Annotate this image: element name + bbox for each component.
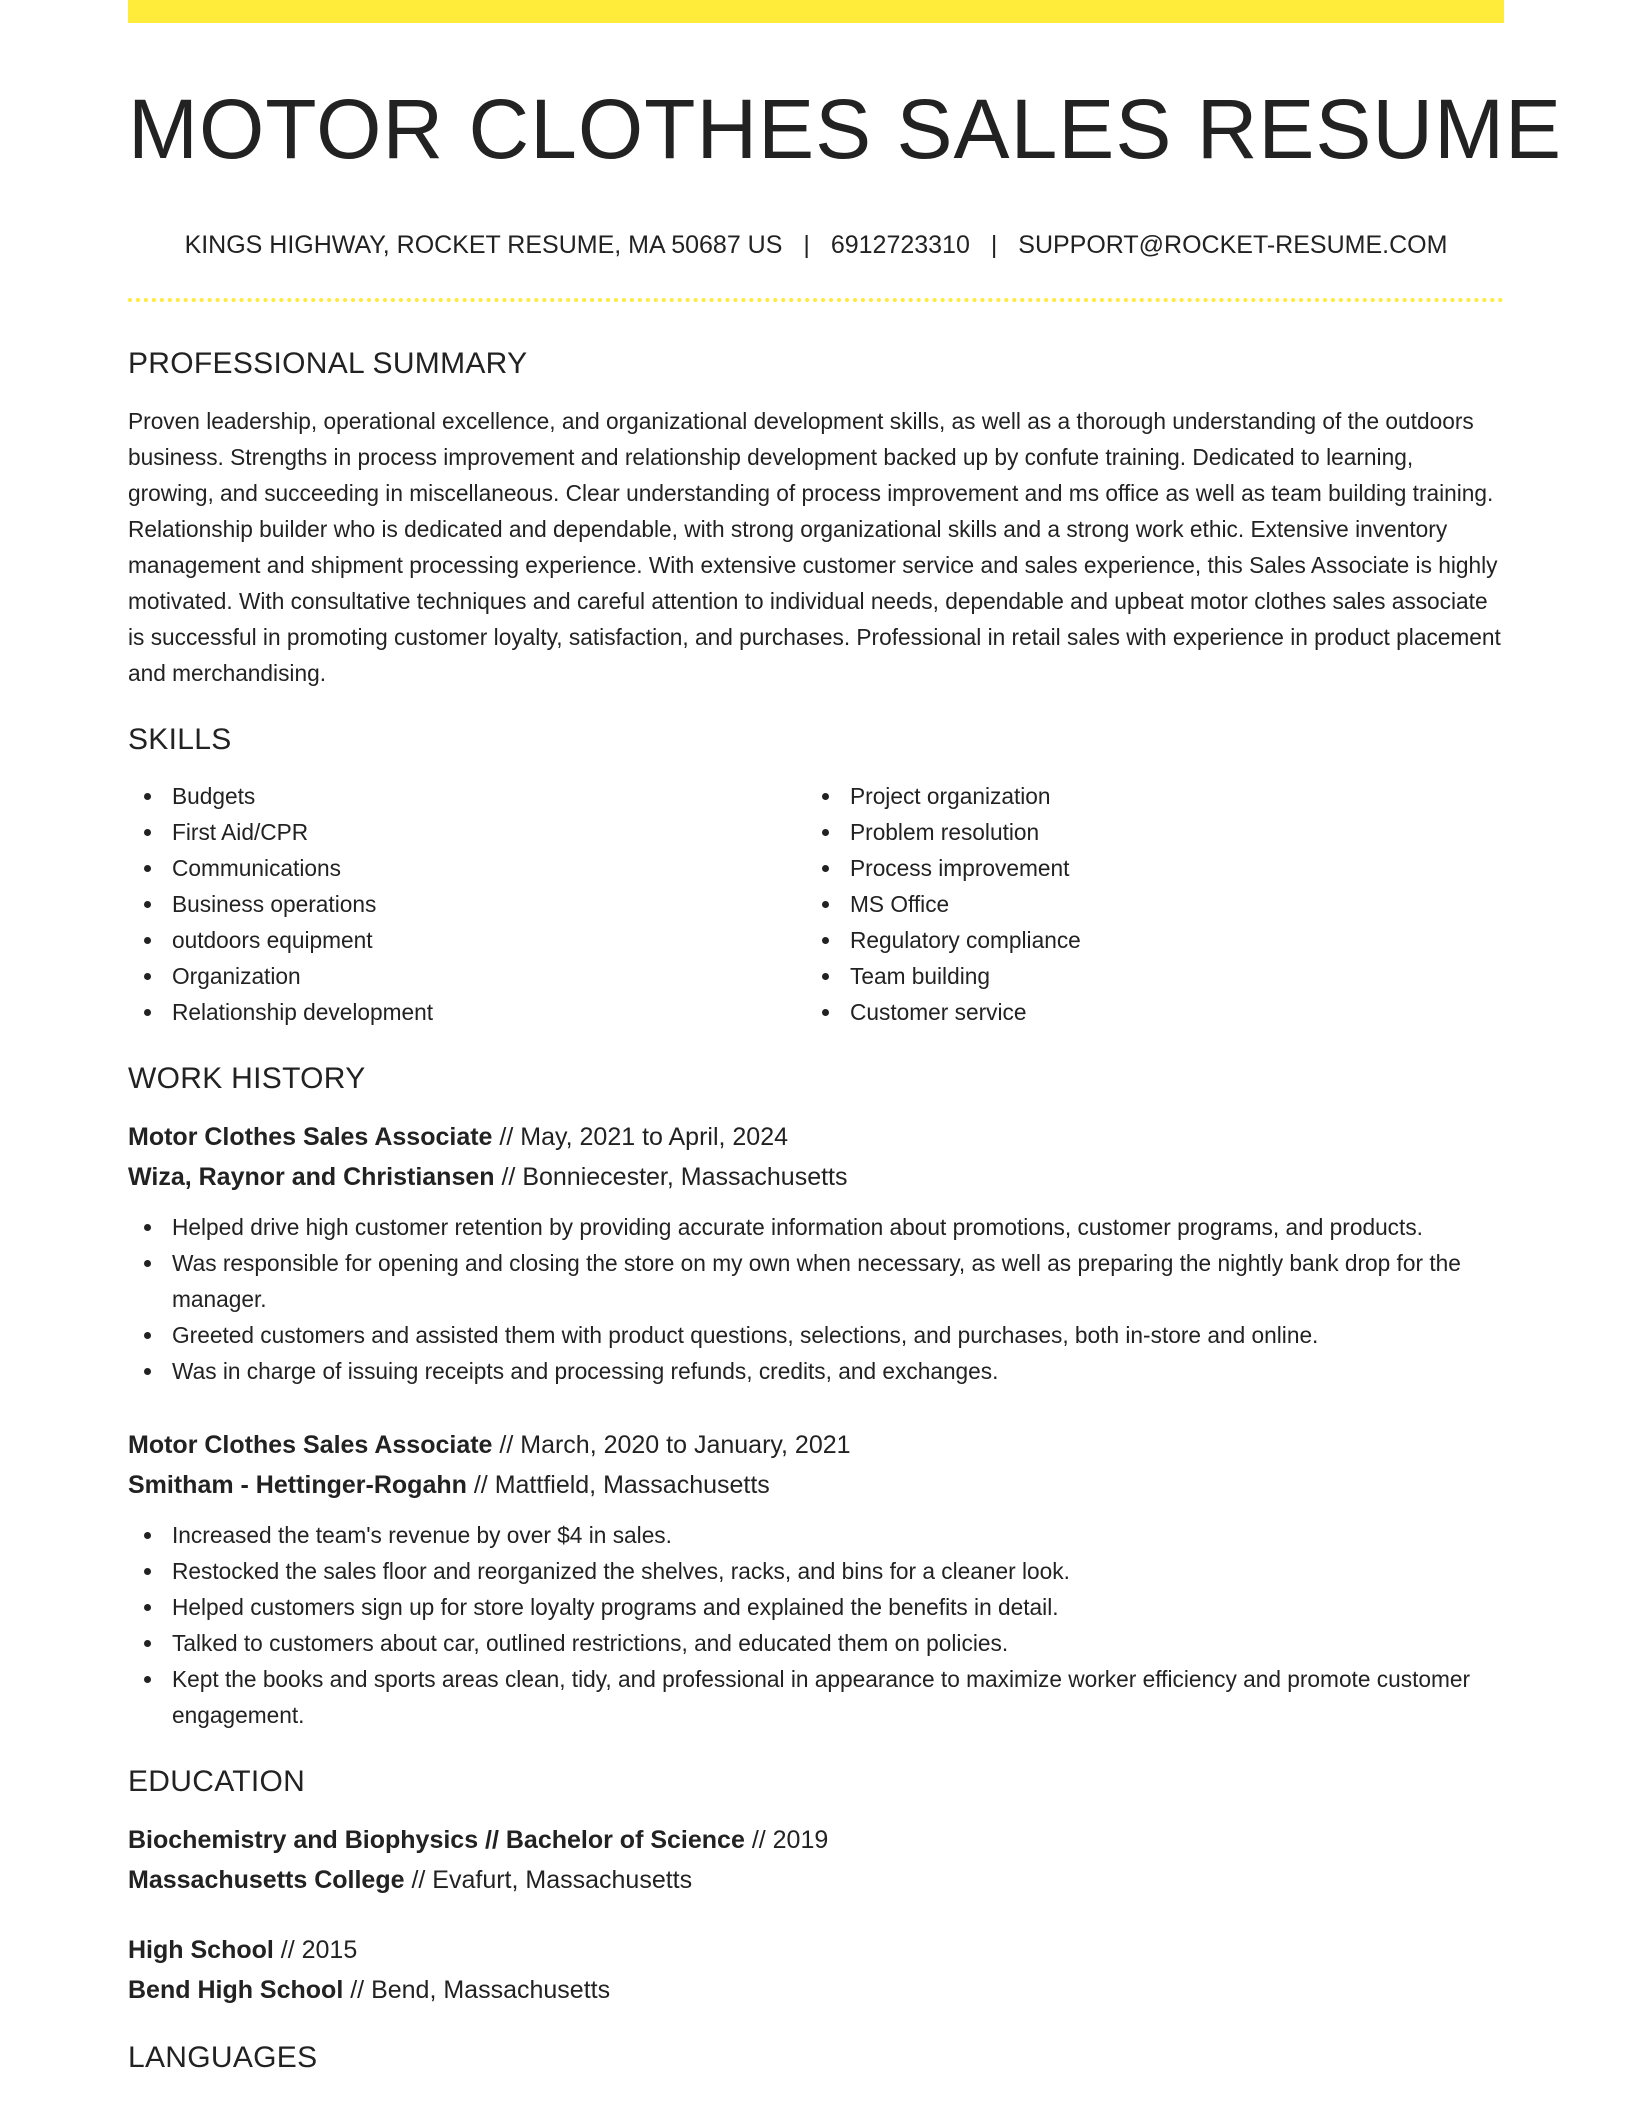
dotted-divider [128,298,1504,302]
skill-item: Budgets [128,778,806,814]
skill-item: Customer service [806,994,1484,1030]
job-duties [128,1517,1504,1733]
section-title-skills: SKILLS [128,723,232,756]
skill-item: outdoors equipment [128,922,806,958]
duty-item: Greeted customers and assisted them with product questions, selections, and purchases, both in-store and online. [128,1317,1504,1353]
skill-item: First Aid/CPR [128,814,806,850]
section-title-summary: PROFESSIONAL SUMMARY [128,347,528,380]
skill-item: Organization [128,958,806,994]
education-degree-line [128,1820,1504,1860]
job-location: // Bonniecester, Massachusetts [501,1163,848,1191]
skill-item: Regulatory compliance [806,922,1484,958]
education-entry [128,1820,1504,1900]
resume-page [128,0,1563,2076]
duty-item: Increased the team's revenue by over $4 in sales. [128,1517,1504,1553]
job-entry [128,1425,1504,1733]
job-company-line [128,1157,1504,1197]
job-company: Smitham - Hettinger-Rogahn [128,1471,467,1499]
skill-item: MS Office [806,886,1484,922]
education-school: Massachusetts College [128,1866,405,1894]
skill-item: Project organization [806,778,1484,814]
skill-item: Business operations [128,886,806,922]
job-role-line [128,1425,1504,1465]
contact-separator: | [990,231,998,259]
job-role-line [128,1117,1504,1157]
education-school-line [128,1860,1504,1900]
job-dates: // May, 2021 to April, 2024 [499,1123,789,1151]
duty-item: Was in charge of issuing receipts and processing refunds, credits, and exchanges. [128,1353,1504,1389]
section-title-education: EDUCATION [128,1765,306,1798]
education-entry [128,1930,1504,2010]
education-degree: High School [128,1936,274,1964]
duty-item: Talked to customers about car, outlined restrictions, and educated them on policies. [128,1625,1504,1661]
job-role: Motor Clothes Sales Associate [128,1123,493,1151]
section-title-languages: LANGUAGES [128,2041,318,2074]
skills-column-left [128,778,806,1030]
education-location: // Bend, Massachusetts [350,1976,611,2004]
education-school: Bend High School [128,1976,344,2004]
job-company: Wiza, Raynor and Christiansen [128,1163,495,1191]
skills-list [128,778,1504,1030]
contact-email: SUPPORT@ROCKET-RESUME.COM [1018,231,1448,259]
duty-item: Helped drive high customer retention by providing accurate information about promotions, customer programs, and products. [128,1209,1504,1245]
education-school-line [128,1970,1504,2010]
education-year: // 2019 [751,1826,829,1854]
job-dates: // March, 2020 to January, 2021 [499,1431,851,1459]
skill-item: Team building [806,958,1484,994]
skill-item: Relationship development [128,994,806,1030]
job-duties [128,1209,1504,1389]
skills-column-right [806,778,1484,1030]
job-role: Motor Clothes Sales Associate [128,1431,493,1459]
job-location: // Mattfield, Massachusetts [473,1471,770,1499]
duty-item: Kept the books and sports areas clean, tidy, and professional in appearance to maximize worker efficiency and promote customer engagement. [128,1661,1504,1733]
education-degree-line [128,1930,1504,1970]
duty-item: Restocked the sales floor and reorganized the shelves, racks, and bins for a cleaner look. [128,1553,1504,1589]
duty-item: Helped customers sign up for store loyalty programs and explained the benefits in detail. [128,1589,1504,1625]
education-year: // 2015 [280,1936,358,1964]
skill-item: Problem resolution [806,814,1484,850]
contact-separator: | [803,231,810,259]
skill-item: Process improvement [806,850,1484,886]
education-degree: Biochemistry and Biophysics // Bachelor of Science [128,1826,745,1854]
contact-line [128,230,1504,260]
job-entry [128,1117,1504,1389]
accent-top-bar [128,0,1504,23]
contact-phone: 6912723310 [830,231,970,259]
summary-text: Proven leadership, operational excellence, and organizational development skills, as well as a thorough understanding of the outdoors business. Strengths in process improvement and relationship development backed up by confute training. Dedicated to learning, growing, and succeeding in miscellaneous. Clear understanding of process improvement and ms office as well as team building training. Relationship builder who is dedicated and dependable, with strong organizational skills and a strong work ethic. Extensive inventory management and shipment processing experience. With extensive customer service and sales experience, this Sales Associate is highly motivated. With consultative techniques and careful attention to individual needs, dependable and upbeat motor clothes sales associate is successful in promoting customer loyalty, satisfaction, and purchases. Professional in retail sales with experience in product placement and merchandising. [128,408,1501,686]
education-location: // Evafurt, Massachusetts [411,1866,693,1894]
contact-address: KINGS HIGHWAY, ROCKET RESUME, MA 50687 US [184,231,783,259]
section-title-work-history: WORK HISTORY [128,1062,366,1095]
resume-title: MOTOR CLOTHES SALES RESUME [128,82,1563,176]
job-company-line [128,1465,1504,1505]
duty-item: Was responsible for opening and closing the store on my own when necessary, as well as preparing the nightly bank drop for the manager. [128,1245,1504,1317]
skill-item: Communications [128,850,806,886]
